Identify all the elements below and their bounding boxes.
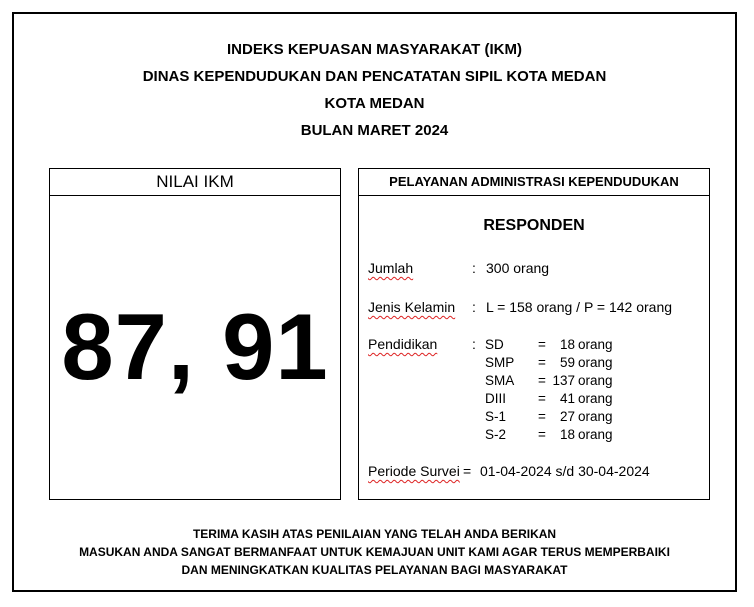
header-agency: DINAS KEPENDUDUKAN DAN PENCATATAN SIPIL KOTA MEDAN — [142, 68, 607, 85]
footer-line-1: TERIMA KASIH ATAS PENILAIAN YANG TELAH ANDA BERIKAN — [192, 527, 557, 541]
colon: : — [472, 260, 476, 276]
thank-you-note — [14, 525, 735, 579]
respondents-heading: RESPONDEN — [483, 217, 585, 234]
header-title: INDEKS KEPUASAN MASYARAKAT (IKM) — [226, 41, 522, 58]
header-period: BULAN MARET 2024 — [300, 122, 449, 139]
ikm-score-value: 87, 91 — [61, 294, 329, 399]
service-title: PELAYANAN ADMINISTRASI KEPENDUDUKAN — [359, 169, 709, 196]
respondent-box: PELAYANAN ADMINISTRASI KEPENDUDUKAN RESPONDEN Jumlah : 300 orang Jenis Kelamin : L = 158 orang / P = 142 orang Pendidikan : SD = 18 orang SMP = 59 orang SMA = 137 orang DIII = 41 orang S-1 = 27 orang S-2 = 18 orang Periode Survei = 01-04-2024 s/d 30-04-2024 — [358, 168, 710, 500]
gender-label: Jenis Kelamin — [368, 299, 456, 315]
survey-period-label: Periode Survei — [368, 463, 460, 479]
header-city: KOTA MEDAN — [324, 95, 425, 112]
ikm-score-box — [49, 168, 341, 500]
document-header — [14, 36, 735, 144]
respondent-total-label: Jumlah — [368, 260, 414, 276]
ikm-score-title: NILAI IKM — [50, 169, 340, 196]
document-frame — [12, 12, 737, 592]
survey-period-value: 01-04-2024 s/d 30-04-2024 — [480, 463, 650, 479]
respondent-total-value: 300 orang — [486, 260, 550, 276]
colon: : — [472, 336, 476, 352]
education-label: Pendidikan — [368, 336, 438, 352]
gender-value: L = 158 orang / P = 142 orang — [486, 299, 673, 315]
footer-line-2: MASUKAN ANDA SANGAT BERMANFAAT UNTUK KEMAJUAN UNIT KAMI AGAR TERUS MEMPERBAIKI — [79, 545, 670, 559]
footer-line-3: DAN MENINGKATKAN KUALITAS PELAYANAN BAGI MASYARAKAT — [181, 563, 568, 577]
colon: : — [472, 299, 476, 315]
equals-sign: = — [463, 463, 472, 479]
